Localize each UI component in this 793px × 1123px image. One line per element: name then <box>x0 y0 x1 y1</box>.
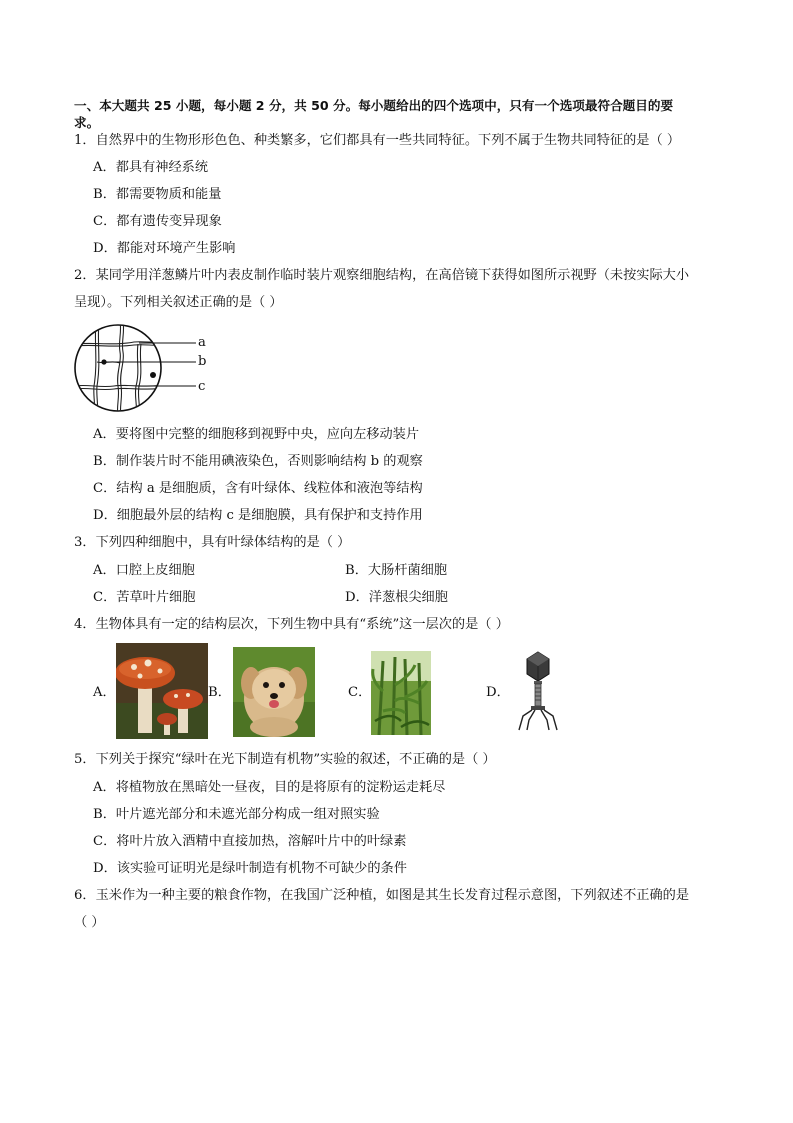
dog-image <box>233 647 315 737</box>
cell-microscope-figure <box>74 322 214 417</box>
q4-option-b-label[interactable]: B． <box>208 685 231 700</box>
q1-stem: 1．自然界中的生物形形色色、种类繁多，它们都具有一些共同特征。下列不属于生物共同特征的是（ ） <box>74 133 681 148</box>
q5-option-d[interactable]: D．该实验可证明光是绿叶制造有机物不可缺少的条件 <box>93 861 407 876</box>
section-header-line1: 一、本大题共 25 小题，每小题 2 分，共 50 分。每小题给出的四个选项中，只有一个选项最符合题目的要 <box>74 98 674 113</box>
q5-stem: 5．下列关于探究“绿叶在光下制造有机物”实验的叙述，不正确的是（ ） <box>74 752 496 767</box>
q3-option-b[interactable]: B．大肠杆菌细胞 <box>345 563 448 578</box>
q5-option-b[interactable]: B．叶片遮光部分和未遮光部分构成一组对照实验 <box>93 807 380 822</box>
q3-option-a[interactable]: A．口腔上皮细胞 <box>93 563 195 578</box>
q4-option-d-label[interactable]: D． <box>486 685 510 700</box>
figure-label-a: a <box>198 335 206 350</box>
q2-option-c[interactable]: C．结构 a 是细胞质，含有叶绿体、线粒体和液泡等结构 <box>93 481 423 496</box>
mushroom-image <box>116 643 208 739</box>
q3-option-c[interactable]: C．苦草叶片细胞 <box>93 590 196 605</box>
q3-stem: 3．下列四种细胞中，具有叶绿体结构的是（ ） <box>74 535 351 550</box>
figure-label-c: c <box>198 379 206 394</box>
nucleus-dot <box>150 372 156 378</box>
q1-option-a[interactable]: A．都具有神经系统 <box>93 160 209 175</box>
q5-option-a[interactable]: A．将植物放在黑暗处一昼夜，目的是将原有的淀粉运走耗尽 <box>93 780 446 795</box>
q6-stem-line2: （ ） <box>74 915 105 930</box>
q4-stem: 4．生物体具有一定的结构层次，下列生物中具有“系统”这一层次的是（ ） <box>74 617 509 632</box>
q4-option-a-label[interactable]: A． <box>93 685 116 700</box>
figure-label-b: b <box>198 354 207 369</box>
section-header-line2: 求。 <box>74 115 100 130</box>
corn-plant-image <box>371 651 431 735</box>
q6-stem-line1: 6．玉米作为一种主要的粮食作物，在我国广泛种植，如图是其生长发育过程示意图，下列叙述不正确的是 <box>74 888 690 903</box>
q1-option-b[interactable]: B．都需要物质和能量 <box>93 187 222 202</box>
q2-stem-line1: 2．某同学用洋葱鳞片叶内表皮制作临时装片观察细胞结构，在高倍镜下获得如图所示视野（未按实际大小 <box>74 268 690 283</box>
q5-option-c[interactable]: C．将叶片放入酒精中直接加热，溶解叶片中的叶绿素 <box>93 834 407 849</box>
bacteriophage-image <box>515 650 561 732</box>
q2-option-b[interactable]: B．制作装片时不能用碘液染色，否则影响结构 b 的观察 <box>93 454 423 469</box>
q1-option-c[interactable]: C．都有遗传变异现象 <box>93 214 222 229</box>
q2-stem-line2: 呈现）。下列相关叙述正确的是（ ） <box>74 295 283 310</box>
q1-option-d[interactable]: D．都能对环境产生影响 <box>93 241 236 256</box>
q3-option-d[interactable]: D．洋葱根尖细胞 <box>345 590 448 605</box>
q2-option-d[interactable]: D．细胞最外层的结构 c 是细胞膜，具有保护和支持作用 <box>93 508 423 523</box>
q2-option-a[interactable]: A．要将图中完整的细胞移到视野中央，应向左移动装片 <box>93 427 420 442</box>
q4-option-c-label[interactable]: C． <box>348 685 372 700</box>
